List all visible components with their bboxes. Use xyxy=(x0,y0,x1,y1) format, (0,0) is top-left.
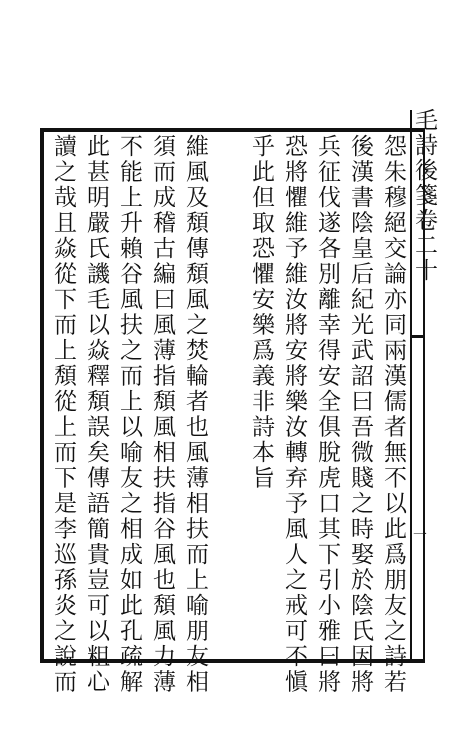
text-column-10: 此甚明嚴氏譏毛以焱釋頽誤矣傳語簡貴豈可以粗心 xyxy=(83,134,109,695)
margin-book-title: 毛詩後箋卷二十 xyxy=(411,108,437,283)
text-column-4: 恐將懼維予維汝將安將樂汝轉弃予風人之戒可不愼 xyxy=(281,134,307,695)
frame-top-line xyxy=(40,128,425,132)
text-column-1: 怨朱穆絕交論亦同兩漢儒者無不以此爲朋友之詩若 xyxy=(380,134,406,695)
text-column-7: 維風及頽傳頽風之焚輪者也風薄相扶而上喻朋友相 xyxy=(182,134,208,695)
text-column-5: 乎此但取恐懼安樂爲義非詩本旨 xyxy=(248,134,274,491)
text-column-8: 須而成稽古編曰風薄指頽風相扶指谷風也頽風力薄 xyxy=(149,134,175,695)
page-number: 一 xyxy=(413,528,427,544)
text-column-11: 讀之哉且焱從下而上頽從上而下是李巡孫炎之說而 xyxy=(50,134,76,695)
text-column-3: 兵征伐遂各別離幸得安全俱脫虎口其下引小雅曰將 xyxy=(314,134,340,695)
text-column-2: 後漢書陰皇后紀光武詔曰吾微賤之時娶於陰氏因將 xyxy=(347,134,373,695)
text-column-9: 不能上升賴谷風扶之而上以喻友之相成如此孔疏解 xyxy=(116,134,142,695)
fold-fish-tail xyxy=(412,335,423,338)
frame-left-line xyxy=(40,128,44,663)
